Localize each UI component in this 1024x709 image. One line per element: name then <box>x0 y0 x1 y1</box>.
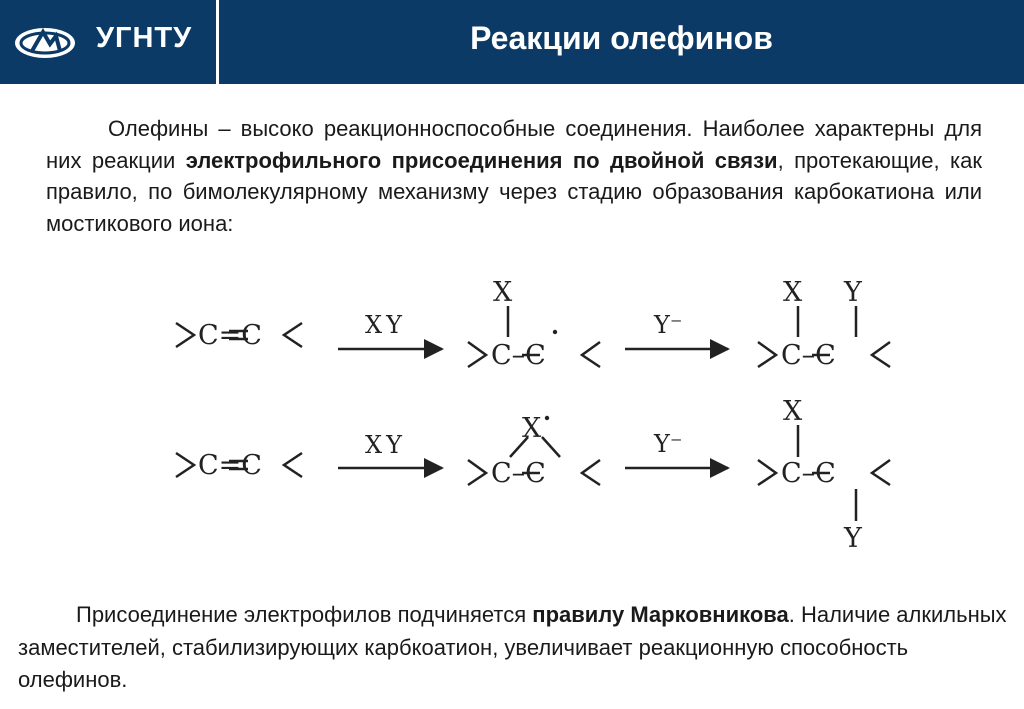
row2-reactant: C=C <box>198 450 262 481</box>
conclusion-text-1: Присоединение электрофилов подчиняется <box>76 602 533 627</box>
intro-paragraph <box>46 113 982 239</box>
row2-reagent-y: Y⁻ <box>654 430 683 458</box>
row1-intermediate-x: X <box>493 277 513 308</box>
row2-product: C–C <box>781 458 836 489</box>
intro-text-2: , протекающие, как правило, по бимолекулярному механизму через стадию образования карбокатиона или мостикового иона: <box>46 147 982 236</box>
logo-panel <box>0 0 216 84</box>
intro-text-1: Олефины – высоко реакционноспособные соединения. Наиболее характерны для них реакции <box>46 116 982 173</box>
slide-header <box>0 0 1024 84</box>
conclusion-paragraph <box>18 599 1008 697</box>
title-panel <box>219 0 1024 84</box>
markovnikov-rule-term: правилу Марковникова <box>532 602 789 627</box>
row2-reagent-xy: XY <box>365 431 406 459</box>
row1-product-x: X <box>783 277 803 308</box>
logo-text: УГНТУ <box>96 22 193 54</box>
row2-product-y: Y <box>844 523 862 554</box>
intro-bold-term: электрофильного присоединения по двойной связи <box>185 147 778 173</box>
conclusion-text-2: . Наличие алкильных заместителей, стабилизирующих карбкоатион, увеличивает реакционную способность олефинов. <box>18 602 1007 692</box>
row2-product-x: X <box>783 396 803 427</box>
row1-product: C–C <box>781 340 836 371</box>
row1-intermediate: C–C <box>491 340 546 371</box>
reaction-scheme <box>150 265 910 565</box>
row2-bridge-x: X <box>522 413 542 444</box>
row1-reagent-xy: XY <box>365 311 406 339</box>
row1-product-y: Y <box>844 277 862 308</box>
page-title: Реакции олефинов <box>470 20 773 56</box>
ugntu-emblem-icon <box>12 24 78 62</box>
row1-reagent-y: Y⁻ <box>654 311 683 339</box>
row1-reactant: C=C <box>198 320 262 351</box>
row2-intermediate: C–C <box>491 458 546 489</box>
